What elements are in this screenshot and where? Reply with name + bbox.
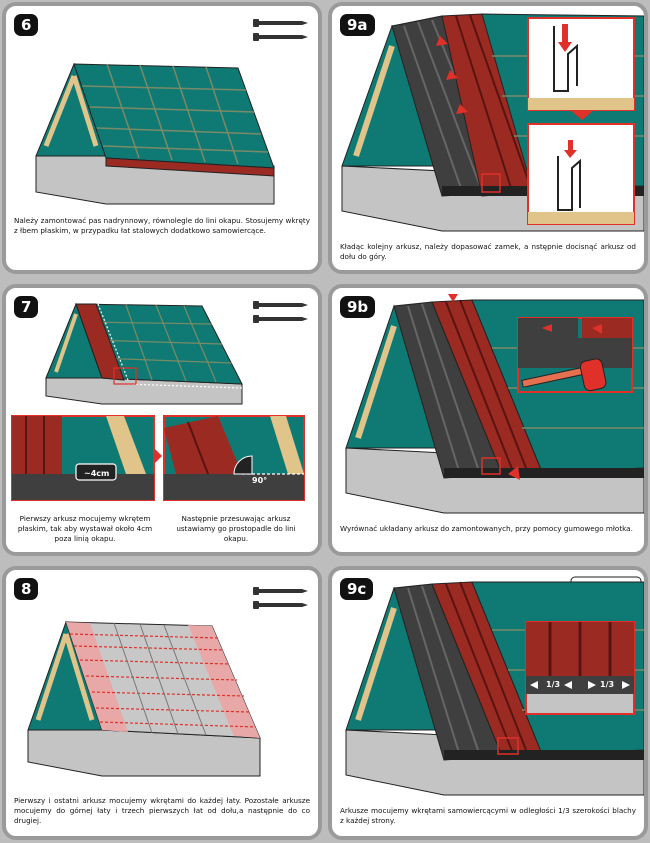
step-7-caption-right: Następnie przesuwając arkusz ustawiamy go prostopadle do lini okapu.: [176, 514, 296, 543]
panel-step-9b: [328, 284, 648, 556]
step-badge: 7: [14, 296, 38, 318]
angle-label: 90°: [252, 476, 268, 485]
panel-step-7: [2, 284, 322, 556]
one-third-right-label: 1/3: [600, 680, 615, 689]
panel-step-8: [2, 566, 322, 840]
panel-step-6: [2, 2, 322, 274]
step-7-caption-left: Pierwszy arkusz mocujemy wkrętem płaskim, tak aby wystawał około 4cm poza linią okapu.: [17, 514, 153, 543]
one-third-left-label: 1/3: [546, 680, 561, 689]
roof-illustration-first-sheet: [6, 288, 318, 552]
step-badge: 9c: [340, 578, 373, 600]
panel-step-9c: [328, 566, 648, 840]
step-9c-caption: Arkusze mocujemy wkrętami samowiercącymi w odległości 1/3 szerokości blachy z każdej strony.: [340, 806, 636, 825]
roof-illustration-sheet-lock: [332, 6, 644, 270]
distance-label: ~4cm: [84, 469, 110, 478]
roof-illustration-rubber-mallet: [332, 288, 644, 552]
step-badge: 9a: [340, 14, 375, 36]
step-badge: 9b: [340, 296, 375, 318]
step-8-caption: Pierwszy i ostatni arkusz mocujemy wkrętami do każdej łaty. Pozostałe arkusze mocujemy do górnej łaty i trzech pierwszych łat od dołu,a następnie do co drugiej.: [14, 796, 310, 825]
step-9a-caption: Kładąc kolejny arkusz, należy dopasować zamek, a nstępnie docisnąć arkusz od dołu do góry.: [340, 242, 636, 261]
step-9b-caption: Wyrównać układany arkusz do zamontowanych, przy pomocy gumowego młotka.: [340, 524, 633, 533]
panel-step-9a: [328, 2, 648, 274]
step-badge: 8: [14, 578, 38, 600]
step-badge: 6: [14, 14, 38, 36]
step-6-caption: Należy zamontować pas nadrynnowy, równolegle do lini okapu. Stosujemy wkręty z łbem płaskim, w przypadku łat stalowych dodatkowo samowiercące.: [14, 216, 310, 235]
roof-illustration-self-drilling-screws: [332, 570, 644, 836]
